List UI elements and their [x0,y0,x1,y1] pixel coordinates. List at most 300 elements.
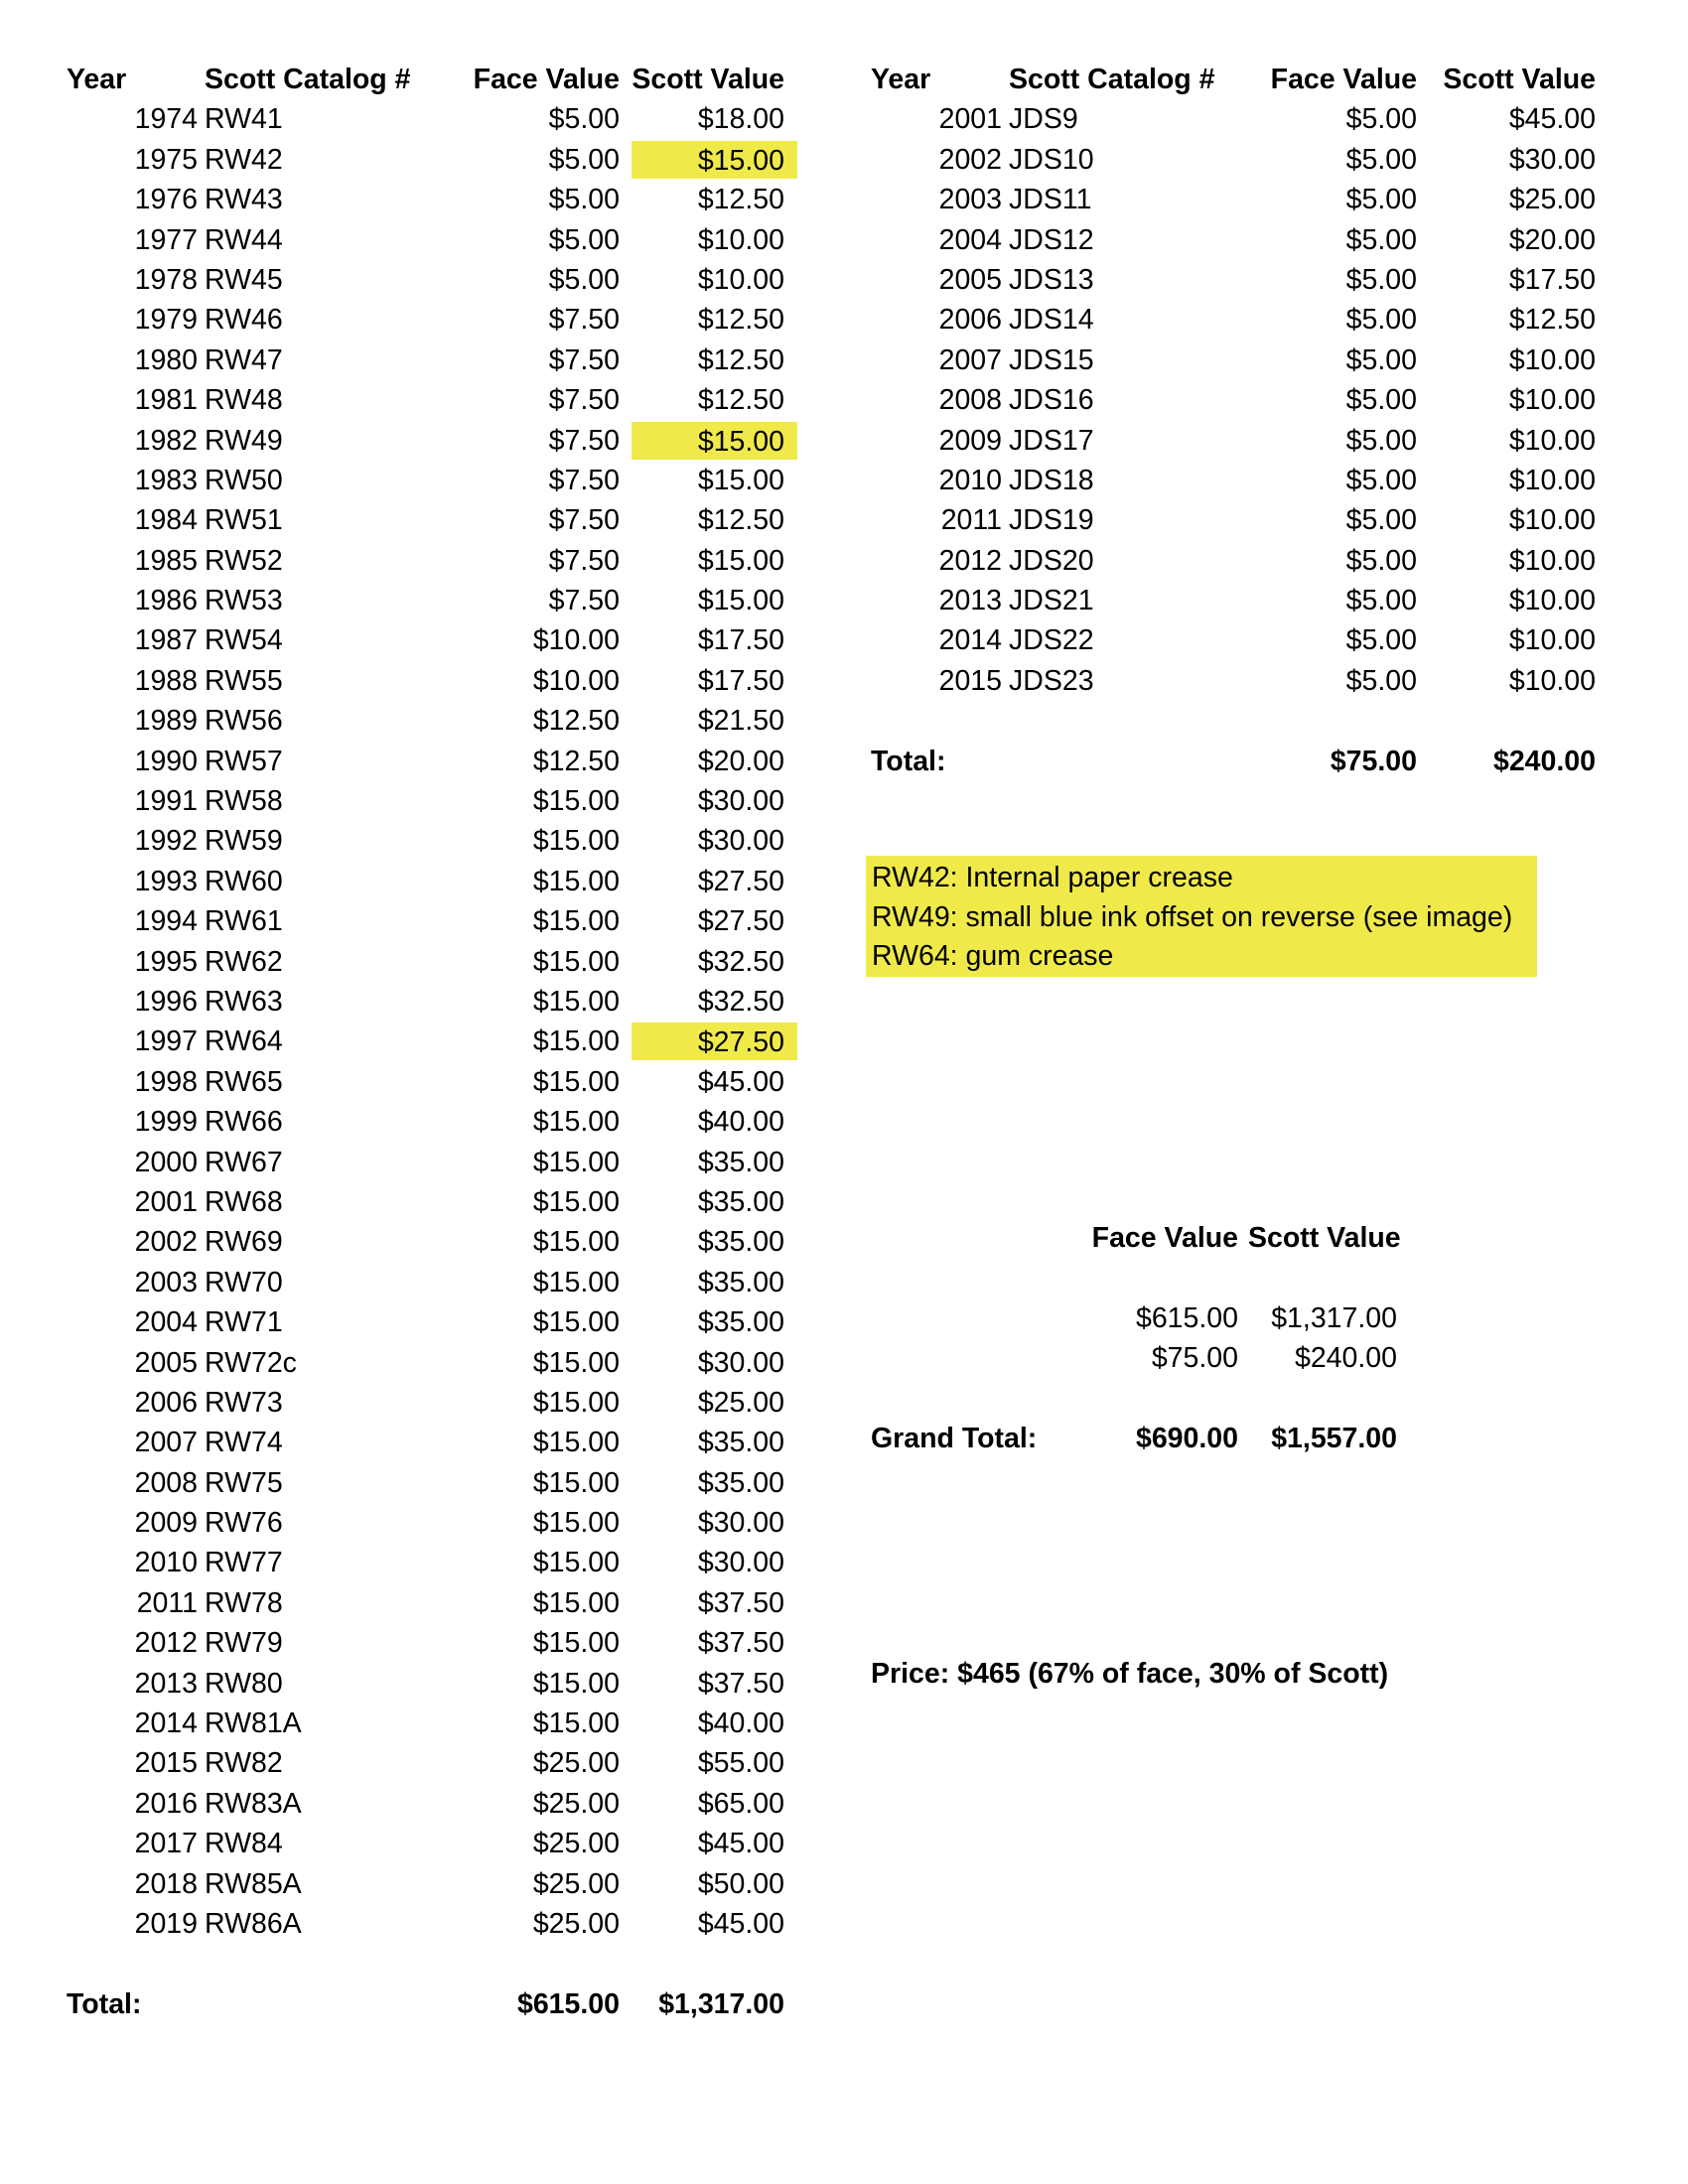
table-row [67,821,821,861]
row-year: 2004 [134,1306,198,1339]
row-year: 2005 [938,263,1002,296]
table-row [67,380,821,420]
row-face-value: $15.00 [532,865,620,897]
row-scott-value: $37.50 [697,1586,784,1619]
note-item: RW49: small blue ink offset on reverse (see image) [872,900,1513,933]
row-face-value: $15.00 [532,1386,620,1419]
row-face-value: $5.00 [548,223,620,256]
row-face-value: $10.00 [532,664,620,697]
row-face-value: $5.00 [1345,143,1417,176]
row-year: 2001 [134,1185,198,1218]
row-face-value: $12.50 [532,745,620,777]
table-row [67,1383,821,1423]
row-year: 1987 [134,624,198,657]
row-catalog: RW73 [205,1386,283,1419]
row-scott-value: $17.50 [697,624,784,657]
row-catalog: RW59 [205,825,283,858]
row-catalog: RW65 [205,1065,283,1098]
row-scott-value: $35.00 [697,1226,784,1259]
row-catalog: RW84 [205,1828,283,1860]
row-catalog: RW60 [205,865,283,897]
row-scott-value: $20.00 [1508,223,1596,256]
row-scott-value: $45.00 [1508,103,1596,136]
row-year: 2005 [134,1346,198,1379]
row-catalog: RW78 [205,1586,283,1619]
row-catalog: RW50 [205,464,283,496]
table-row [871,461,1596,500]
row-year: 1993 [134,865,198,897]
row-scott-value: $30.00 [697,1507,784,1540]
note-item: RW64: gum crease [872,940,1114,973]
rw-table-header [67,60,821,99]
row-catalog: RW46 [205,304,283,337]
row-face-value: $7.50 [548,304,620,337]
row-scott-value: $21.50 [697,705,784,738]
row-year: 2001 [938,103,1002,136]
row-catalog: RW49 [205,424,283,457]
row-year: 2015 [938,664,1002,697]
summary-row [871,1298,1546,1338]
row-catalog: JDS18 [1009,464,1094,496]
row-catalog: JDS16 [1009,384,1094,417]
row-year: 1984 [134,504,198,537]
row-catalog: RW64 [205,1025,283,1058]
row-face-value: $5.00 [1345,504,1417,537]
row-scott-value-highlighted: $15.00 [632,422,797,460]
row-year: 2002 [134,1226,198,1259]
row-scott-value: $40.00 [697,1106,784,1139]
row-catalog: RW53 [205,585,283,617]
rw-table-body [67,99,821,1944]
table-row [67,180,821,219]
row-year: 2012 [134,1627,198,1660]
row-scott-value: $12.50 [697,184,784,216]
row-catalog: JDS12 [1009,223,1094,256]
row-scott-value: $18.00 [697,103,784,136]
row-catalog: RW76 [205,1507,283,1540]
row-scott-value: $10.00 [697,263,784,296]
row-catalog: JDS14 [1009,304,1094,337]
table-row [67,1022,821,1061]
summary-face: $75.00 [1151,1342,1238,1375]
row-face-value: $7.50 [548,464,620,496]
row-catalog: JDS19 [1009,504,1094,537]
row-year: 1974 [134,103,198,136]
row-catalog: RW48 [205,384,283,417]
row-face-value: $7.50 [548,384,620,417]
row-catalog: JDS22 [1009,624,1094,657]
price-line: Price: $465 (67% of face, 30% of Scott) [871,1658,1389,1690]
row-year: 2014 [134,1707,198,1740]
row-catalog: RW56 [205,705,283,738]
row-face-value: $5.00 [548,184,620,216]
summary-table [871,1218,1546,1458]
row-year: 2007 [938,343,1002,376]
row-scott-value: $15.00 [697,585,784,617]
row-year: 2015 [134,1747,198,1780]
row-year: 2008 [938,384,1002,417]
row-year: 1997 [134,1025,198,1058]
row-scott-value: $15.00 [697,464,784,496]
row-face-value: $12.50 [532,705,620,738]
row-year: 1977 [134,223,198,256]
row-scott-value: $12.50 [697,304,784,337]
row-year: 1990 [134,745,198,777]
row-year: 2011 [136,1586,198,1619]
row-face-value: $25.00 [532,1828,620,1860]
row-face-value: $5.00 [1345,464,1417,496]
row-face-value: $5.00 [1345,664,1417,697]
summary-header-face: Face Value [1091,1222,1238,1254]
header-face-value: Face Value [473,64,620,95]
row-face-value: $7.50 [548,424,620,457]
row-year: 1995 [134,945,198,978]
row-catalog: RW77 [205,1547,283,1579]
row-catalog: RW54 [205,624,283,657]
row-catalog: RW80 [205,1667,283,1700]
row-scott-value: $35.00 [697,1427,784,1459]
table-row [67,1824,821,1863]
jds-total-face: $75.00 [1330,745,1417,777]
row-face-value: $15.00 [532,1667,620,1700]
summary-scott: $240.00 [1294,1342,1397,1375]
row-year: 2014 [938,624,1002,657]
row-catalog: JDS23 [1009,664,1094,697]
row-year: 1978 [134,263,198,296]
row-face-value: $15.00 [532,1226,620,1259]
row-catalog: RW74 [205,1427,283,1459]
row-catalog: JDS9 [1009,103,1078,136]
row-catalog: RW61 [205,905,283,938]
row-scott-value: $27.50 [697,905,784,938]
condition-notes [866,856,1537,977]
row-year: 2006 [134,1386,198,1419]
grand-total-scott: $1,557.00 [1271,1422,1397,1454]
row-scott-value: $10.00 [1508,464,1596,496]
header-scott-value: Scott Value [632,64,784,95]
table-row [67,620,821,660]
row-scott-value: $20.00 [697,745,784,777]
row-year: 1991 [134,785,198,818]
row-scott-value: $35.00 [697,1146,784,1178]
row-scott-value: $10.00 [1508,343,1596,376]
row-face-value: $7.50 [548,544,620,577]
row-year: 1985 [134,544,198,577]
table-row [67,1222,821,1262]
row-catalog: RW82 [205,1747,283,1780]
grand-total-label: Grand Total: [871,1422,1038,1454]
row-scott-value: $10.00 [697,223,784,256]
row-face-value: $5.00 [548,263,620,296]
table-row [871,99,1596,139]
row-scott-value: $50.00 [697,1867,784,1900]
row-year: 2012 [938,544,1002,577]
rw-stamp-table [67,60,821,2024]
row-face-value: $15.00 [532,1106,620,1139]
row-face-value: $15.00 [532,1427,620,1459]
jds-total-row [871,742,1596,781]
row-catalog: RW71 [205,1306,283,1339]
row-year: 1992 [134,825,198,858]
table-row [871,180,1596,219]
row-face-value: $15.00 [532,1306,620,1339]
row-year: 1983 [134,464,198,496]
row-scott-value-highlighted: $15.00 [632,141,797,179]
table-row [871,140,1596,180]
row-face-value: $15.00 [532,825,620,858]
row-catalog: RW66 [205,1106,283,1139]
row-scott-value: $10.00 [1508,504,1596,537]
row-catalog: RW55 [205,664,283,697]
row-scott-value: $17.50 [697,664,784,697]
row-year: 1994 [134,905,198,938]
table-row [871,541,1596,581]
row-catalog: JDS11 [1009,184,1092,216]
row-catalog: RW69 [205,1226,283,1259]
row-year: 2018 [134,1867,198,1900]
row-catalog: RW51 [205,504,283,537]
row-face-value: $25.00 [532,1747,620,1780]
row-face-value: $7.50 [548,585,620,617]
row-face-value: $15.00 [532,1547,620,1579]
table-row [67,1143,821,1182]
table-row [67,1864,821,1904]
row-year: 1996 [134,985,198,1018]
table-row [67,140,821,180]
row-scott-value: $10.00 [1508,384,1596,417]
rw-total-label: Total: [67,1987,142,2020]
row-catalog: RW67 [205,1146,283,1178]
row-face-value: $7.50 [548,504,620,537]
row-scott-value: $25.00 [1508,184,1596,216]
row-year: 2009 [134,1507,198,1540]
row-scott-value: $32.50 [697,985,784,1018]
row-year: 1988 [134,664,198,697]
row-catalog: RW79 [205,1627,283,1660]
row-scott-value: $45.00 [697,1065,784,1098]
table-row [871,220,1596,260]
summary-scott: $1,317.00 [1271,1301,1397,1334]
table-row [67,701,821,741]
table-row [67,1623,821,1663]
table-row [67,1503,821,1543]
table-row [871,620,1596,660]
table-row [871,500,1596,540]
header-scott-value: Scott Value [1443,64,1596,95]
row-catalog: RW63 [205,985,283,1018]
table-row [67,661,821,701]
table-row [871,341,1596,380]
row-face-value: $5.00 [1345,223,1417,256]
row-scott-value: $35.00 [697,1185,784,1218]
summary-face: $615.00 [1135,1301,1238,1334]
table-row [67,1583,821,1623]
row-scott-value: $32.50 [697,945,784,978]
row-scott-value: $15.00 [697,544,784,577]
row-scott-value: $35.00 [697,1306,784,1339]
row-scott-value: $35.00 [697,1466,784,1499]
row-year: 1986 [134,585,198,617]
row-catalog: RW81A [205,1707,302,1740]
row-face-value: $5.00 [1345,424,1417,457]
row-year: 2013 [134,1667,198,1700]
row-catalog: RW52 [205,544,283,577]
rw-total-scott: $1,317.00 [658,1987,784,2020]
table-row [871,300,1596,340]
row-face-value: $5.00 [548,143,620,176]
table-row [67,581,821,620]
table-row [67,1664,821,1704]
row-scott-value: $55.00 [697,1747,784,1780]
row-year: 2010 [938,464,1002,496]
row-face-value: $15.00 [532,1025,620,1058]
row-scott-value: $35.00 [697,1266,784,1298]
table-row [67,421,821,461]
row-catalog: JDS20 [1009,544,1094,577]
row-year: 1979 [134,304,198,337]
row-face-value: $25.00 [532,1867,620,1900]
table-row [67,1263,821,1302]
jds-table-header [871,60,1596,99]
row-face-value: $15.00 [532,1466,620,1499]
row-face-value: $10.00 [532,624,620,657]
row-year: 1998 [134,1065,198,1098]
row-catalog: RW43 [205,184,283,216]
table-row [67,942,821,982]
row-face-value: $15.00 [532,1627,620,1660]
row-year: 1999 [134,1106,198,1139]
row-year: 2003 [134,1266,198,1298]
row-catalog: RW75 [205,1466,283,1499]
row-face-value: $15.00 [532,1146,620,1178]
table-row [67,1904,821,1944]
table-row [67,500,821,540]
header-year: Year [67,64,127,95]
row-scott-value: $40.00 [697,1707,784,1740]
row-scott-value: $10.00 [1508,424,1596,457]
row-year: 1980 [134,343,198,376]
row-catalog: RW58 [205,785,283,818]
table-row [871,260,1596,300]
row-scott-value: $12.50 [697,384,784,417]
table-row [67,1102,821,1142]
table-row [67,862,821,901]
table-row [871,581,1596,620]
table-row [871,661,1596,701]
row-face-value: $15.00 [532,1185,620,1218]
rw-total-face: $615.00 [516,1987,620,2020]
summary-row [871,1338,1546,1378]
table-row [67,742,821,781]
row-face-value: $15.00 [532,1707,620,1740]
row-face-value: $15.00 [532,985,620,1018]
row-scott-value: $27.50 [697,865,784,897]
row-face-value: $7.50 [548,343,620,376]
jds-table-body [871,99,1596,701]
table-row [67,901,821,941]
jds-stamp-table [871,60,1596,781]
row-scott-value: $37.50 [697,1667,784,1700]
row-scott-value: $30.00 [697,1346,784,1379]
row-catalog: RW62 [205,945,283,978]
row-face-value: $5.00 [1345,544,1417,577]
table-row [67,541,821,581]
row-year: 2002 [938,143,1002,176]
table-row [67,1743,821,1783]
row-catalog: JDS10 [1009,143,1094,176]
row-year: 2009 [938,424,1002,457]
row-scott-value: $30.00 [697,1547,784,1579]
table-row [67,461,821,500]
row-face-value: $5.00 [1345,103,1417,136]
summary-header-scott: Scott Value [1248,1222,1401,1254]
table-row [67,220,821,260]
row-catalog: RW44 [205,223,283,256]
row-year: 2008 [134,1466,198,1499]
row-catalog: RW41 [205,103,283,136]
row-catalog: RW47 [205,343,283,376]
row-catalog: RW83A [205,1787,302,1820]
table-row [67,1062,821,1102]
row-scott-value: $30.00 [697,785,784,818]
table-row [67,1343,821,1383]
row-year: 2019 [134,1907,198,1940]
row-catalog: JDS17 [1009,424,1094,457]
table-row [67,982,821,1022]
row-catalog: JDS21 [1009,585,1094,617]
header-face-value: Face Value [1270,64,1417,95]
row-face-value: $15.00 [532,1065,620,1098]
row-year: 1982 [134,424,198,457]
row-scott-value: $30.00 [1508,143,1596,176]
row-face-value: $15.00 [532,1507,620,1540]
row-catalog: JDS13 [1009,263,1094,296]
row-year: 2000 [134,1146,198,1178]
summary-header [871,1218,1546,1258]
header-year: Year [871,64,931,95]
jds-total-scott: $240.00 [1492,745,1596,777]
row-face-value: $15.00 [532,1346,620,1379]
row-year: 1989 [134,705,198,738]
row-year: 2017 [134,1828,198,1860]
row-face-value: $5.00 [1345,304,1417,337]
row-scott-value: $10.00 [1508,544,1596,577]
row-year: 2010 [134,1547,198,1579]
table-row [67,300,821,340]
row-year: 2011 [940,504,1002,537]
row-scott-value-highlighted: $27.50 [632,1023,797,1060]
row-year: 1976 [134,184,198,216]
row-face-value: $25.00 [532,1907,620,1940]
row-year: 2003 [938,184,1002,216]
table-row [67,1423,821,1462]
table-row [67,260,821,300]
row-scott-value: $12.50 [1508,304,1596,337]
row-scott-value: $45.00 [697,1828,784,1860]
row-face-value: $15.00 [532,905,620,938]
row-year: 2013 [938,585,1002,617]
grand-total-row [871,1419,1546,1458]
row-scott-value: $10.00 [1508,624,1596,657]
row-catalog: RW86A [205,1907,302,1940]
row-catalog: RW70 [205,1266,283,1298]
table-row [67,1704,821,1743]
note-item: RW42: Internal paper crease [872,862,1233,893]
row-face-value: $5.00 [1345,624,1417,657]
row-year: 2004 [938,223,1002,256]
row-scott-value: $65.00 [697,1787,784,1820]
jds-total-label: Total: [871,745,946,777]
